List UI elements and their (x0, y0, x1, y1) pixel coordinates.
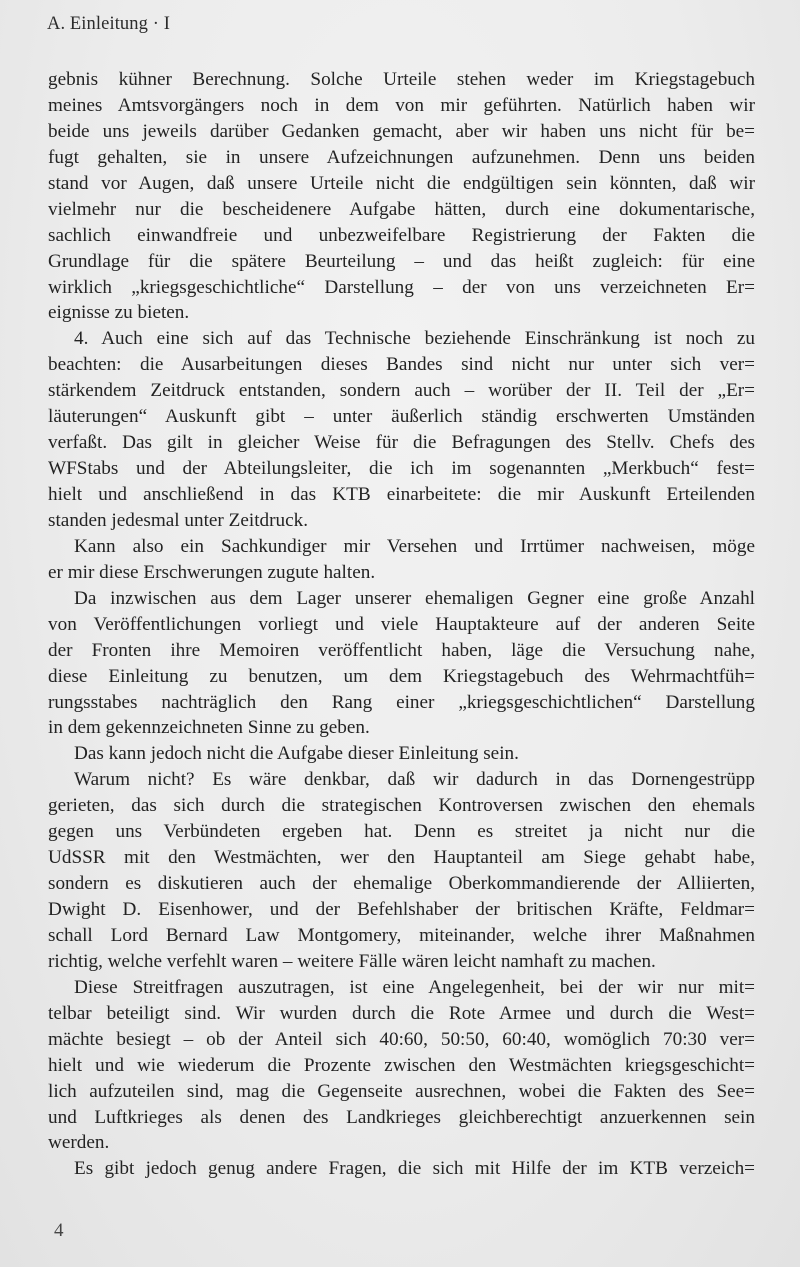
text-line: sondern es diskutieren auch der ehemalige Oberkommandierende der Alliierten, (48, 873, 755, 895)
text-line: und Luftkrieges als denen des Landkrieges gleichberechtigt anzuerkennen sein (48, 1106, 755, 1128)
text-line: läuterungen“ Auskunft gibt – unter äußerlich ständig erschwerten Umständen (48, 406, 755, 428)
text-line: Dwight D. Eisenhower, und der Befehlshaber der britischen Kräfte, Feldmar= (48, 899, 755, 920)
body-text (48, 67, 755, 1182)
text-line: meines Amtsvorgängers noch in dem von mir geführten. Natürlich haben wir (48, 94, 755, 116)
text-line: Grundlage für die spätere Beurteilung – und das heißt zugleich: für eine (48, 250, 755, 272)
text-line: verfaßt. Das gilt in gleicher Weise für die Befragungen des Stellv. Chefs des (48, 432, 755, 454)
text-line: standen jedesmal unter Zeitdruck. (48, 509, 309, 531)
text-line: hielt und anschließend in das KTB einarbeitete: die mir Auskunft Erteilenden (48, 484, 755, 505)
text-line: Es gibt jedoch genug andere Fragen, die sich mit Hilfe der im KTB verzeich= (74, 1158, 755, 1180)
text-line: gegen uns Verbündeten ergeben hat. Denn es streitet ja nicht nur die (48, 821, 755, 843)
text-line: beachten: die Ausarbeitungen dieses Bandes sind nicht nur unter sich ver= (48, 354, 755, 376)
text-line: mächte besiegt – ob der Anteil sich 40:60, 50:50, 60:40, womöglich 70:30 ver= (48, 1028, 755, 1050)
text-line: rungsstabes nachträglich den Rang einer „kriegsgeschichtlichen“ Darstellung (48, 691, 755, 713)
text-line: der Fronten ihre Memoiren veröffentlicht haben, läge die Versuchung nahe, (48, 639, 755, 661)
text-line: Das kann jedoch nicht die Aufgabe dieser Einleitung sein. (74, 743, 519, 765)
text-line: stärkendem Zeitdruck entstanden, sondern auch – worüber der II. Teil der „Er= (48, 380, 755, 402)
text-line: Da inzwischen aus dem Lager unserer ehemaligen Gegner eine große Anzahl (74, 587, 755, 609)
text-line: lich aufzuteilen sind, mag die Gegenseite ausrechnen, wobei die Fakten des See= (48, 1080, 755, 1102)
text-line: telbar beteiligt sind. Wir wurden durch die Rote Armee und durch die West= (48, 1002, 755, 1024)
text-line: in dem gekennzeichneten Sinne zu geben. (48, 717, 370, 739)
text-line: er mir diese Erschwerungen zugute halten. (48, 561, 376, 583)
text-line: werden. (48, 1132, 110, 1154)
text-line: vielmehr nur die bescheidenere Aufgabe hätten, durch eine dokumentarische, (48, 198, 755, 220)
text-line: sachlich einwandfreie und unbezweifelbare Registrierung der Fakten die (48, 224, 755, 246)
text-line: wirklich „kriegsgeschichtliche“ Darstellung – der von uns verzeichneten Er= (48, 276, 755, 298)
text-line: richtig, welche verfehlt waren – weitere Fälle wären leicht namhaft zu machen. (48, 950, 656, 972)
text-line: UdSSR mit den Westmächten, wer den Hauptanteil am Siege gehabt habe, (48, 847, 755, 869)
text-line: diese Einleitung zu benutzen, um dem Kriegstagebuch des Wehrmachtfüh= (48, 665, 755, 687)
text-line: gebnis kühner Berechnung. Solche Urteile stehen weder im Kriegstagebuch (48, 69, 755, 90)
text-line: von Veröffentlichungen vorliegt und viele Hauptakteure auf der anderen Seite (48, 613, 755, 635)
text-line: stand vor Augen, daß unsere Urteile nicht die endgültigen sein könnten, daß wir (48, 172, 755, 194)
text-line: Diese Streitfragen auszutragen, ist eine Angelegenheit, bei der wir nur mit= (74, 976, 755, 998)
text-line: Warum nicht? Es wäre denkbar, daß wir dadurch in das Dornengestrüpp (74, 769, 755, 791)
text-line: Kann also ein Sachkundiger mir Versehen und Irrtümer nachweisen, möge (74, 535, 755, 557)
text-line: gerieten, das sich durch die strategischen Kontroversen zwischen den ehemals (48, 795, 755, 817)
text-line: 4. Auch eine sich auf das Technische beziehende Einschränkung ist noch zu (74, 328, 755, 350)
page-number: 4 (54, 1220, 64, 1241)
text-line: WFStabs und der Abteilungsleiter, die ich im sogenannten „Merkbuch“ fest= (48, 458, 755, 480)
text-line: schall Lord Bernard Law Montgomery, miteinander, welche ihrer Maßnahmen (48, 924, 755, 946)
text-line: beide uns jeweils darüber Gedanken gemacht, aber wir haben uns nicht für be= (48, 120, 755, 142)
text-line: hielt und wie wiederum die Prozente zwischen den Westmächten kriegsgeschicht= (48, 1054, 755, 1076)
text-line: eignisse zu bieten. (48, 302, 190, 324)
text-line: fugt gehalten, sie in unsere Aufzeichnungen aufzunehmen. Denn uns beiden (48, 146, 755, 168)
running-head: A. Einleitung · I (47, 14, 170, 34)
